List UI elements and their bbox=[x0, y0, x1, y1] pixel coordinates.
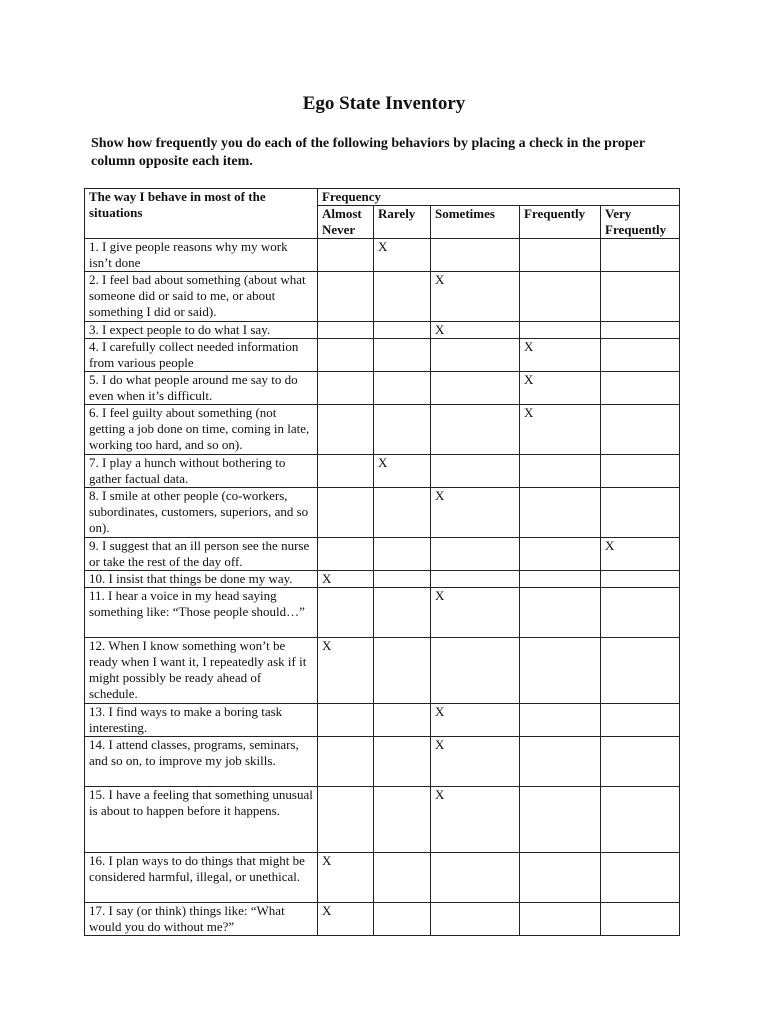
frequency-check-cell[interactable]: X bbox=[374, 455, 431, 488]
frequency-check-cell[interactable] bbox=[374, 339, 431, 372]
frequency-check-cell[interactable] bbox=[601, 638, 680, 704]
table-row bbox=[85, 704, 680, 737]
frequency-check-cell[interactable] bbox=[374, 588, 431, 638]
column-header-almost-never: Almost Never bbox=[318, 206, 374, 239]
frequency-check-cell[interactable] bbox=[520, 638, 601, 704]
frequency-check-cell[interactable] bbox=[374, 787, 431, 853]
frequency-check-cell[interactable]: X bbox=[520, 339, 601, 372]
frequency-check-cell[interactable] bbox=[318, 538, 374, 571]
behavior-cell: 13. I find ways to make a boring task interesting. bbox=[85, 704, 318, 737]
instructions-text: Show how frequently you do each of the following behaviors by placing a check in the proper column opposite each item. bbox=[91, 136, 645, 169]
frequency-check-cell[interactable]: X bbox=[431, 488, 520, 538]
table-row bbox=[85, 903, 680, 936]
table-row bbox=[85, 322, 680, 339]
behavior-cell: 11. I hear a voice in my head saying something like: “Those people should…” bbox=[85, 588, 318, 638]
behavior-cell: 14. I attend classes, programs, seminars, and so on, to improve my job skills. bbox=[85, 737, 318, 787]
table-row bbox=[85, 339, 680, 372]
frequency-check-cell[interactable] bbox=[520, 737, 601, 787]
behavior-cell: 12. When I know something won’t be ready when I want it, I repeatedly ask if it might possibly be ready ahead of schedule. bbox=[85, 638, 318, 704]
frequency-check-cell[interactable] bbox=[431, 571, 520, 588]
frequency-check-cell[interactable] bbox=[520, 272, 601, 322]
frequency-check-cell[interactable] bbox=[520, 571, 601, 588]
frequency-check-cell[interactable] bbox=[374, 903, 431, 936]
frequency-check-cell[interactable]: X bbox=[318, 903, 374, 936]
frequency-check-cell[interactable] bbox=[318, 488, 374, 538]
frequency-check-cell[interactable]: X bbox=[374, 239, 431, 272]
table-row bbox=[85, 272, 680, 322]
column-header-rarely: Rarely bbox=[374, 206, 431, 239]
frequency-check-cell[interactable]: X bbox=[431, 787, 520, 853]
frequency-check-cell[interactable] bbox=[601, 405, 680, 455]
frequency-check-cell[interactable] bbox=[318, 737, 374, 787]
frequency-check-cell[interactable] bbox=[374, 372, 431, 405]
frequency-check-cell[interactable] bbox=[318, 272, 374, 322]
frequency-check-cell[interactable] bbox=[601, 372, 680, 405]
frequency-column-header: Frequency bbox=[318, 189, 680, 206]
frequency-check-cell[interactable] bbox=[520, 704, 601, 737]
frequency-check-cell[interactable]: X bbox=[318, 638, 374, 704]
frequency-check-cell[interactable] bbox=[374, 853, 431, 903]
frequency-check-cell[interactable] bbox=[520, 588, 601, 638]
table-row bbox=[85, 538, 680, 571]
behavior-cell: 15. I have a feeling that something unusual is about to happen before it happens. bbox=[85, 787, 318, 853]
frequency-check-cell[interactable]: X bbox=[431, 704, 520, 737]
behavior-column-header: The way I behave in most of the situations bbox=[85, 189, 318, 239]
behavior-cell: 4. I carefully collect needed information from various people bbox=[85, 339, 318, 372]
frequency-check-cell[interactable]: X bbox=[601, 538, 680, 571]
frequency-check-cell[interactable] bbox=[431, 455, 520, 488]
frequency-check-cell[interactable] bbox=[520, 455, 601, 488]
frequency-check-cell[interactable] bbox=[318, 588, 374, 638]
frequency-check-cell[interactable] bbox=[601, 903, 680, 936]
frequency-check-cell[interactable] bbox=[431, 853, 520, 903]
frequency-check-cell[interactable]: X bbox=[431, 272, 520, 322]
behavior-cell: 3. I expect people to do what I say. bbox=[85, 322, 318, 339]
frequency-check-cell[interactable] bbox=[601, 737, 680, 787]
frequency-check-cell[interactable] bbox=[601, 322, 680, 339]
frequency-check-cell[interactable]: X bbox=[520, 372, 601, 405]
frequency-check-cell[interactable] bbox=[318, 322, 374, 339]
behavior-cell: 1. I give people reasons why my work isn’t done bbox=[85, 239, 318, 272]
frequency-check-cell[interactable] bbox=[374, 737, 431, 787]
table-row bbox=[85, 372, 680, 405]
frequency-check-cell[interactable] bbox=[374, 538, 431, 571]
frequency-check-cell[interactable] bbox=[318, 239, 374, 272]
frequency-check-cell[interactable]: X bbox=[431, 737, 520, 787]
frequency-check-cell[interactable] bbox=[374, 405, 431, 455]
behavior-cell: 8. I smile at other people (co-workers, subordinates, customers, superiors, and so on). bbox=[85, 488, 318, 538]
table-row bbox=[85, 787, 680, 853]
column-header-sometimes: Sometimes bbox=[431, 206, 520, 239]
behavior-cell: 10. I insist that things be done my way. bbox=[85, 571, 318, 588]
column-header-very-frequently: Very Frequently bbox=[601, 206, 680, 239]
page-title: Ego State Inventory bbox=[302, 93, 466, 114]
table-row bbox=[85, 571, 680, 588]
column-header-frequently: Frequently bbox=[520, 206, 601, 239]
frequency-check-cell[interactable] bbox=[601, 488, 680, 538]
frequency-check-cell[interactable]: X bbox=[318, 571, 374, 588]
frequency-check-cell[interactable] bbox=[318, 339, 374, 372]
frequency-check-cell[interactable] bbox=[374, 322, 431, 339]
frequency-check-cell[interactable] bbox=[431, 903, 520, 936]
frequency-check-cell[interactable] bbox=[520, 488, 601, 538]
frequency-check-cell[interactable] bbox=[601, 853, 680, 903]
frequency-check-cell[interactable] bbox=[431, 339, 520, 372]
behavior-cell: 5. I do what people around me say to do even when it’s difficult. bbox=[85, 372, 318, 405]
table-row bbox=[85, 638, 680, 704]
behavior-cell: 7. I play a hunch without bothering to gather factual data. bbox=[85, 455, 318, 488]
header-row bbox=[85, 189, 680, 206]
frequency-check-cell[interactable] bbox=[520, 239, 601, 272]
frequency-check-cell[interactable]: X bbox=[520, 405, 601, 455]
inventory-table bbox=[84, 188, 680, 936]
frequency-check-cell[interactable] bbox=[318, 372, 374, 405]
frequency-check-cell[interactable] bbox=[601, 588, 680, 638]
table-row bbox=[85, 455, 680, 488]
frequency-check-cell[interactable] bbox=[318, 455, 374, 488]
behavior-cell: 6. I feel guilty about something (not getting a job done on time, coming in late, working too hard, and so on). bbox=[85, 405, 318, 455]
frequency-check-cell[interactable] bbox=[601, 571, 680, 588]
frequency-check-cell[interactable] bbox=[374, 704, 431, 737]
frequency-check-cell[interactable] bbox=[520, 787, 601, 853]
behavior-cell: 17. I say (or think) things like: “What would you do without me?” bbox=[85, 903, 318, 936]
frequency-check-cell[interactable] bbox=[431, 372, 520, 405]
frequency-check-cell[interactable] bbox=[601, 272, 680, 322]
frequency-check-cell[interactable] bbox=[374, 638, 431, 704]
frequency-check-cell[interactable] bbox=[431, 239, 520, 272]
frequency-check-cell[interactable] bbox=[520, 903, 601, 936]
frequency-check-cell[interactable] bbox=[374, 272, 431, 322]
table-row bbox=[85, 853, 680, 903]
table-row bbox=[85, 488, 680, 538]
frequency-check-cell[interactable] bbox=[520, 322, 601, 339]
inventory-rows bbox=[85, 239, 680, 936]
table-row bbox=[85, 588, 680, 638]
frequency-check-cell[interactable] bbox=[318, 787, 374, 853]
frequency-check-cell[interactable] bbox=[374, 488, 431, 538]
frequency-check-cell[interactable]: X bbox=[318, 853, 374, 903]
frequency-check-cell[interactable] bbox=[318, 405, 374, 455]
behavior-cell: 2. I feel bad about something (about what someone did or said to me, or about something I did or said). bbox=[85, 272, 318, 322]
frequency-check-cell[interactable] bbox=[374, 571, 431, 588]
frequency-check-cell[interactable] bbox=[601, 339, 680, 372]
frequency-check-cell[interactable]: X bbox=[431, 588, 520, 638]
frequency-check-cell[interactable] bbox=[601, 455, 680, 488]
table-row bbox=[85, 405, 680, 455]
table-row bbox=[85, 239, 680, 272]
frequency-check-cell[interactable] bbox=[431, 638, 520, 704]
frequency-check-cell[interactable] bbox=[601, 239, 680, 272]
frequency-check-cell[interactable] bbox=[318, 704, 374, 737]
behavior-cell: 9. I suggest that an ill person see the nurse or take the rest of the day off. bbox=[85, 538, 318, 571]
frequency-check-cell[interactable] bbox=[601, 704, 680, 737]
behavior-cell: 16. I plan ways to do things that might be considered harmful, illegal, or unethical. bbox=[85, 853, 318, 903]
frequency-check-cell[interactable] bbox=[431, 538, 520, 571]
frequency-check-cell[interactable]: X bbox=[431, 322, 520, 339]
frequency-check-cell[interactable] bbox=[431, 405, 520, 455]
table-row bbox=[85, 737, 680, 787]
frequency-check-cell[interactable] bbox=[601, 787, 680, 853]
frequency-check-cell[interactable] bbox=[520, 538, 601, 571]
frequency-check-cell[interactable] bbox=[520, 853, 601, 903]
